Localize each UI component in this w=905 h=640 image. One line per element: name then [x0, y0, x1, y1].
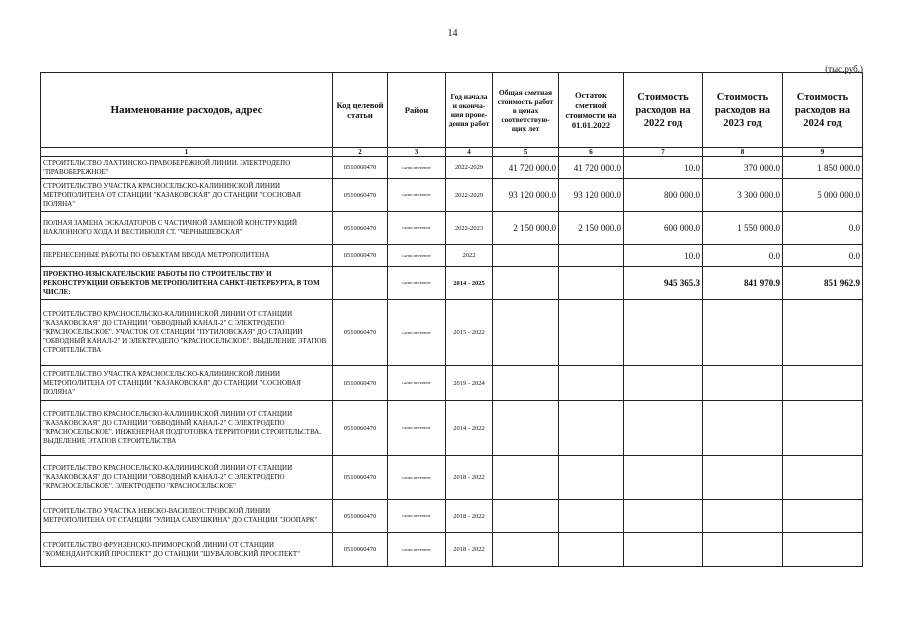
row-code: 0510060470 [333, 500, 388, 533]
header-cost-2024: Стоимость расходов на 2024 год [783, 73, 863, 148]
row-name: ПРОЕКТНО-ИЗЫСКАТЕЛЬСКИЕ РАБОТЫ ПО СТРОИТЕЛЬСТВУ И РЕКОНСТРУКЦИИ ОБЪЕКТОВ МЕТРОПОЛИТЕНА САНКТ-ПЕТЕРБУРГА, В ТОМ ЧИСЛЕ: [41, 267, 333, 300]
column-number: 9 [783, 148, 863, 157]
row-years: 2022-2029 [446, 157, 493, 179]
row-cost-2024: 0.0 [783, 212, 863, 245]
header-years: Год начала и оконча-ния прове-дения работ [446, 73, 493, 148]
row-district: САНКТ-ПЕТЕРБУРГ [388, 300, 446, 366]
row-cost-2024 [783, 366, 863, 401]
row-years: 2015 - 2022 [446, 300, 493, 366]
column-number: 7 [624, 148, 703, 157]
row-district: САНКТ-ПЕТЕРБУРГ [388, 366, 446, 401]
row-cost-2023 [703, 500, 783, 533]
row-years: 2022-2029 [446, 179, 493, 212]
row-cost-2022: 10.0 [624, 157, 703, 179]
row-name: ПЕРЕНЕСЕННЫЕ РАБОТЫ ПО ОБЪЕКТАМ ВВОДА МЕТРОПОЛИТЕНА [41, 245, 333, 267]
row-cost-2024 [783, 300, 863, 366]
row-code: 0510060470 [333, 456, 388, 500]
table-row [41, 179, 863, 212]
table-row [41, 500, 863, 533]
row-cost-2023: 841 970.9 [703, 267, 783, 300]
table-row [41, 456, 863, 500]
row-remaining [559, 456, 624, 500]
column-number: 4 [446, 148, 493, 157]
units-label: (тыс.руб.) [825, 64, 863, 74]
row-cost-2023: 370 000.0 [703, 157, 783, 179]
row-name: СТРОИТЕЛЬСТВО КРАСНОСЕЛЬСКО-КАЛИНИНСКОЙ ЛИНИИ ОТ СТАНЦИИ "КАЗАКОВСКАЯ" ДО СТАНЦИИ "ОБВОДНЫЙ КАНАЛ-2" С ЭЛЕКТРОДЕПО "КРАСНОСЕЛЬСКОЕ". ЭЛЕКТРОДЕПО "КРАСНОСЕЛЬСКОЕ" [41, 456, 333, 500]
row-district: САНКТ-ПЕТЕРБУРГ [388, 401, 446, 456]
column-number: 6 [559, 148, 624, 157]
row-cost-2024 [783, 500, 863, 533]
row-cost-2024: 5 000 000.0 [783, 179, 863, 212]
row-cost-2024: 0.0 [783, 245, 863, 267]
row-total-cost [493, 401, 559, 456]
table-row [41, 245, 863, 267]
row-total-cost [493, 366, 559, 401]
row-district: САНКТ-ПЕТЕРБУРГ [388, 533, 446, 567]
row-code: 0510060470 [333, 401, 388, 456]
row-total-cost [493, 533, 559, 567]
column-number-row [41, 148, 863, 157]
row-remaining [559, 500, 624, 533]
row-cost-2024: 851 962.9 [783, 267, 863, 300]
header-district: Район [388, 73, 446, 148]
column-number: 1 [41, 148, 333, 157]
row-cost-2023 [703, 456, 783, 500]
row-years: 2022-2023 [446, 212, 493, 245]
row-cost-2024 [783, 456, 863, 500]
row-district: САНКТ-ПЕТЕРБУРГ [388, 179, 446, 212]
row-total-cost [493, 500, 559, 533]
row-years: 2018 - 2022 [446, 456, 493, 500]
row-code: 0510060470 [333, 212, 388, 245]
row-code: 0510060470 [333, 157, 388, 179]
row-cost-2022: 800 000.0 [624, 179, 703, 212]
row-cost-2024: 1 850 000.0 [783, 157, 863, 179]
row-cost-2022 [624, 533, 703, 567]
row-years: 2019 - 2024 [446, 366, 493, 401]
row-cost-2022 [624, 366, 703, 401]
row-remaining [559, 245, 624, 267]
row-cost-2022 [624, 500, 703, 533]
column-number: 5 [493, 148, 559, 157]
row-cost-2023: 3 300 000.0 [703, 179, 783, 212]
row-cost-2022 [624, 300, 703, 366]
row-total-cost [493, 267, 559, 300]
row-years: 2018 - 2022 [446, 533, 493, 567]
table-row [41, 366, 863, 401]
row-total-cost [493, 456, 559, 500]
page-number: 14 [447, 28, 458, 39]
row-code: 0510060470 [333, 300, 388, 366]
row-district: САНКТ-ПЕТЕРБУРГ [388, 500, 446, 533]
row-years: 2014 - 2022 [446, 401, 493, 456]
header-total-cost: Общая сметная стоимость работ в ценах соответствую-щих лет [493, 73, 559, 148]
header-cost-2022: Стоимость расходов на 2022 год [624, 73, 703, 148]
row-cost-2024 [783, 401, 863, 456]
budget-table [40, 72, 863, 567]
row-years: 2014 - 2025 [446, 267, 493, 300]
row-cost-2022 [624, 401, 703, 456]
row-name: СТРОИТЕЛЬСТВО ЛАХТИНСКО-ПРАВОБЕРЕЖНОЙ ЛИНИИ. ЭЛЕКТРОДЕПО "ПРАВОБЕРЕЖНОЕ" [41, 157, 333, 179]
row-cost-2023 [703, 401, 783, 456]
header-row [41, 73, 863, 148]
column-number: 8 [703, 148, 783, 157]
row-district: САНКТ-ПЕТЕРБУРГ [388, 157, 446, 179]
row-name: СТРОИТЕЛЬСТВО КРАСНОСЕЛЬСКО-КАЛИНИНСКОЙ ЛИНИИ ОТ СТАНЦИИ "КАЗАКОВСКАЯ" ДО СТАНЦИИ "ОБВОДНЫЙ КАНАЛ-2" С ЭЛЕКТРОДЕПО "КРАСНОСЕЛЬСКОЕ". УЧАСТОК ОТ СТАНЦИИ "ПУТИЛОВСКАЯ" ДО СТАНЦИИ "ОБВОДНЫЙ КАНАЛ-2" И ЭЛЕКТРОДЕПО "КРАСНОСЕЛЬСКОЕ". ВЫДЕЛЕНИЕ ЭТАПОВ СТРОИТЕЛЬСТВА [41, 300, 333, 366]
row-remaining [559, 300, 624, 366]
row-total-cost [493, 300, 559, 366]
row-total-cost: 41 720 000.0 [493, 157, 559, 179]
row-cost-2022: 945 365.3 [624, 267, 703, 300]
row-years: 2018 - 2022 [446, 500, 493, 533]
table-row [41, 300, 863, 366]
row-total-cost [493, 245, 559, 267]
row-remaining: 2 150 000.0 [559, 212, 624, 245]
row-name: СТРОИТЕЛЬСТВО УЧАСТКА НЕВСКО-ВАСИЛЕОСТРОВСКОЙ ЛИНИИ МЕТРОПОЛИТЕНА ОТ СТАНЦИИ "УЛИЦА САВУШКИНА" ДО СТАНЦИИ "ЗООПАРК" [41, 500, 333, 533]
table-row [41, 533, 863, 567]
row-remaining [559, 401, 624, 456]
row-code [333, 267, 388, 300]
row-name: СТРОИТЕЛЬСТВО УЧАСТКА КРАСНОСЕЛЬСКО-КАЛИНИНСКОЙ ЛИНИИ МЕТРОПОЛИТЕНА ОТ СТАНЦИИ "КАЗАКОВСКАЯ" ДО СТАНЦИИ "СОСНОВАЯ ПОЛЯНА" [41, 179, 333, 212]
row-name: СТРОИТЕЛЬСТВО ФРУНЗЕНСКО-ПРИМОРСКОЙ ЛИНИИ ОТ СТАНЦИИ "КОМЕНДАНТСКИЙ ПРОСПЕКТ" ДО СТАНЦИИ "ШУВАЛОВСКИЙ ПРОСПЕКТ" [41, 533, 333, 567]
table-row [41, 157, 863, 179]
row-cost-2023 [703, 366, 783, 401]
row-years: 2022 [446, 245, 493, 267]
row-cost-2022: 10.0 [624, 245, 703, 267]
row-cost-2024 [783, 533, 863, 567]
header-code: Код целевой статьи [333, 73, 388, 148]
row-cost-2022 [624, 456, 703, 500]
row-remaining [559, 267, 624, 300]
row-total-cost: 93 120 000.0 [493, 179, 559, 212]
header-name: Наименование расходов, адрес [41, 73, 333, 148]
row-total-cost: 2 150 000.0 [493, 212, 559, 245]
header-cost-2023: Стоимость расходов на 2023 год [703, 73, 783, 148]
row-code: 0510060470 [333, 245, 388, 267]
table-row [41, 401, 863, 456]
row-district: САНКТ-ПЕТЕРБУРГ [388, 212, 446, 245]
header-remaining: Остаток сметной стоимости на 01.01.2022 [559, 73, 624, 148]
row-code: 0510060470 [333, 179, 388, 212]
row-cost-2023: 1 550 000.0 [703, 212, 783, 245]
table-row [41, 267, 863, 300]
row-name: ПОЛНАЯ ЗАМЕНА ЭСКАЛАТОРОВ С ЧАСТИЧНОЙ ЗАМЕНОЙ КОНСТРУКЦИЙ НАКЛОННОГО ХОДА И ВЕСТИБЮЛЯ СТ. "ЧЕРНЫШЕВСКАЯ" [41, 212, 333, 245]
row-remaining [559, 533, 624, 567]
row-remaining: 93 120 000.0 [559, 179, 624, 212]
row-remaining [559, 366, 624, 401]
column-number: 3 [388, 148, 446, 157]
row-remaining: 41 720 000.0 [559, 157, 624, 179]
row-district: САНКТ-ПЕТЕРБУРГ [388, 245, 446, 267]
row-cost-2022: 600 000.0 [624, 212, 703, 245]
row-code: 0510060470 [333, 366, 388, 401]
row-name: СТРОИТЕЛЬСТВО КРАСНОСЕЛЬСКО-КАЛИНИНСКОЙ ЛИНИИ ОТ СТАНЦИИ "КАЗАКОВСКАЯ" ДО СТАНЦИИ "ОБВОДНЫЙ КАНАЛ-2" С ЭЛЕКТРОДЕПО "КРАСНОСЕЛЬСКОЕ". ИНЖЕНЕРНАЯ ПОДГОТОВКА ТЕРРИТОРИИ СТРОИТЕЛЬСТВА. ВЫДЕЛЕНИЕ ЭТАПОВ СТРОИТЕЛЬСТВА [41, 401, 333, 456]
column-number: 2 [333, 148, 388, 157]
row-cost-2023 [703, 300, 783, 366]
row-cost-2023: 0.0 [703, 245, 783, 267]
row-district: САНКТ-ПЕТЕРБУРГ [388, 267, 446, 300]
table-row [41, 212, 863, 245]
row-name: СТРОИТЕЛЬСТВО УЧАСТКА КРАСНОСЕЛЬСКО-КАЛИНИНСКОЙ ЛИНИИ МЕТРОПОЛИТЕНА ОТ СТАНЦИИ "КАЗАКОВСКАЯ" ДО СТАНЦИИ "СОСНОВАЯ ПОЛЯНА" [41, 366, 333, 401]
row-district: САНКТ-ПЕТЕРБУРГ [388, 456, 446, 500]
row-cost-2023 [703, 533, 783, 567]
row-code: 0510060470 [333, 533, 388, 567]
